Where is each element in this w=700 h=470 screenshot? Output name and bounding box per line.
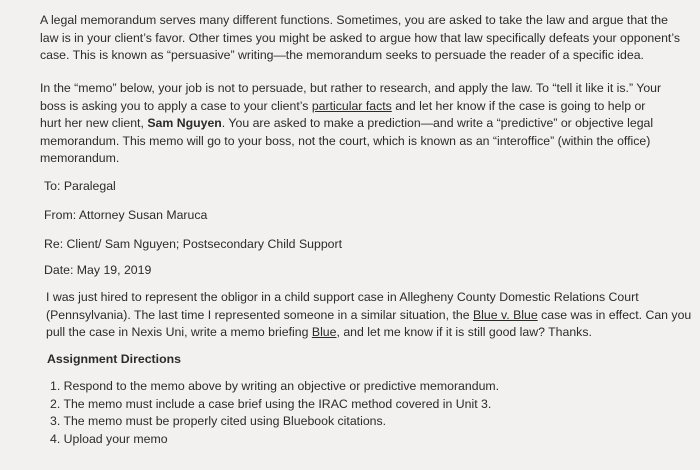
text-line: case. This is known as “persuasive” writing—the memorandum seeks to persuade the reader of a specific idea. — [40, 48, 644, 62]
text-line: memorandum. This memo will go to your boss, not the court, which is known as an “interoffice” (within the office) — [40, 133, 651, 148]
assignment-heading: Assignment Directions — [47, 352, 181, 366]
list-item: 1. Respond to the memo above by writing an objective or predictive memorandum. — [50, 379, 500, 393]
text-line: I was just hired to represent the obligor in a child support case in Allegheny County Domestic Relations Court — [46, 290, 639, 304]
memo-to: To: Paralegal — [44, 179, 116, 193]
text-segment: (Pennsylvania). The last time I represented someone in a similar situation, the — [46, 307, 473, 322]
list-item: 4. Upload your memo — [50, 431, 168, 446]
text-segment: , and let me know if it is still good law? Thanks. — [336, 325, 592, 339]
text-line: In the “memo” below, your job is not to persuade, but rather to research, and apply the law. To “tell it like it is.” Your — [40, 81, 662, 95]
text-line: memorandum. — [40, 151, 120, 165]
text-line: A legal memorandum serves many different functions. Sometimes, you are asked to take the law and argue that the — [40, 13, 668, 27]
text-segment: case was in effect. Can you — [537, 307, 692, 322]
text-line — [40, 98, 680, 116]
text-segment: hurt her new client, — [40, 116, 148, 130]
assignment-directions-list — [50, 378, 499, 448]
text-line — [46, 307, 692, 325]
list-item: 2. The memo must include a case brief using the IRAC method covered in Unit 3. — [50, 396, 492, 411]
memo-re: Re: Client/ Sam Nguyen; Postsecondary Child Support — [44, 237, 343, 251]
text-segment: and let her know if the case is going to help or — [391, 98, 646, 113]
client-name: Sam Nguyen — [147, 116, 222, 130]
text-segment: boss is asking you to apply a case to your client’s — [40, 98, 312, 113]
intro-paragraph-1 — [40, 12, 680, 65]
text-segment: pull the case in Nexis Uni, write a memo briefing — [46, 325, 312, 339]
case-short-name-text: Blue — [311, 325, 337, 339]
particular-facts-text: particular facts — [311, 98, 392, 113]
text-segment: . You are asked to make a prediction—and write a “predictive” or objective legal — [221, 116, 654, 130]
intro-paragraph-2 — [40, 80, 680, 168]
list-item: 3. The memo must be properly cited using Bluebook citations. — [50, 414, 387, 428]
memo-body — [46, 289, 692, 342]
memo-from: From: Attorney Susan Maruca — [44, 208, 208, 222]
text-line: law is in your client’s favor. Other times you might be asked to argue how that law specifically defeats your opponent’s — [40, 30, 681, 45]
text-line — [46, 324, 676, 342]
memo-date: Date: May 19, 2019 — [44, 263, 152, 277]
text-line — [40, 115, 680, 133]
case-name-text: Blue v. Blue — [472, 307, 538, 322]
